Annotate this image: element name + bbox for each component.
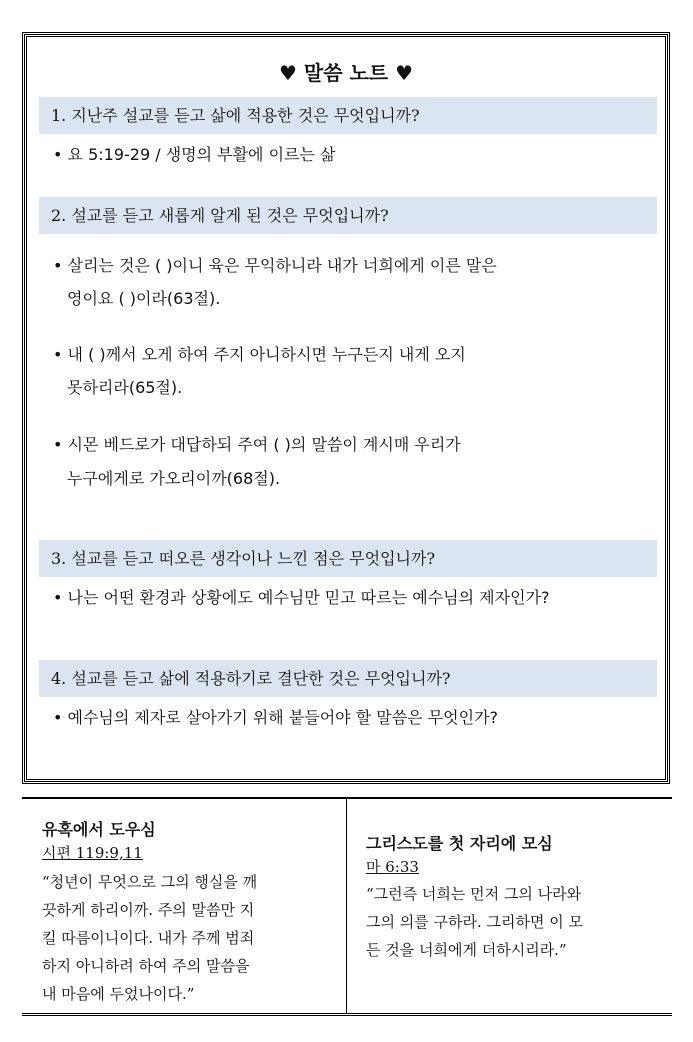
answer-4-line: • 예수님의 제자로 살아가기 위해 붙들어야 할 말씀은 무엇인가? — [53, 708, 499, 727]
verse-1-title: 유혹에서 도우심 — [42, 820, 156, 839]
answer-2-line-2: 영이요 ( )이라(63절). — [67, 289, 221, 308]
verse-section-top-rule — [22, 797, 672, 799]
verse-2-reference: 마 6:33 — [366, 858, 419, 876]
verse-section-divider — [346, 799, 347, 1013]
verse-1-reference: 시편 119:9,11 — [42, 844, 143, 862]
question-3: 3. 설교를 듣고 떠오른 생각이나 느낀 점은 무엇입니까? — [39, 540, 657, 577]
answer-2-line-1: • 살리는 것은 ( )이니 육은 무익하니라 내가 너희에게 이른 말은 — [53, 256, 497, 275]
answer-2-line-4: 못하리라(65절). — [67, 378, 183, 397]
answer-2-line-6: 누구에게로 가오리이까(68절). — [67, 469, 281, 488]
question-2: 2. 설교를 듣고 새롭게 알게 된 것은 무엇입니까? — [39, 197, 657, 234]
answer-2-line-3: • 내 ( )께서 오게 하여 주지 아니하시면 누구든지 내게 오지 — [53, 345, 466, 364]
question-1: 1. 지난주 설교를 듣고 삶에 적용한 것은 무엇입니까? — [39, 97, 657, 134]
answer-1-line: • 요 5:19-29 / 생명의 부활에 이르는 삶 — [53, 145, 336, 164]
note-title: ♥ 말씀 노트 ♥ — [278, 61, 414, 85]
verse-section-bottom-rule — [22, 1013, 672, 1016]
answer-2-line-5: • 시몬 베드로가 대답하되 주여 ( )의 말씀이 계시매 우리가 — [53, 435, 461, 454]
question-4: 4. 설교를 듣고 삶에 적용하기로 결단한 것은 무엇입니까? — [39, 660, 657, 697]
verse-2-text: “그런즉 너희는 먼저 그의 나라와 그의 의를 구하라. 그리하면 이 모 든 것을 너희에게 더하시리라.” — [366, 885, 583, 959]
sermon-note-box — [22, 32, 670, 784]
verse-1-text: “청년이 무엇으로 그의 행실을 깨 끗하게 하리이까. 주의 말씀만 지 킬 따름이니이다. 내가 주께 범죄 하지 아니하려 하여 주의 말씀을 내 마음에 두었나이다.” — [42, 873, 258, 1003]
verse-2-title: 그리스도를 첫 자리에 모심 — [366, 834, 553, 853]
answer-3-line: • 나는 어떤 환경과 상황에도 예수님만 믿고 따르는 예수님의 제자인가? — [53, 588, 550, 607]
